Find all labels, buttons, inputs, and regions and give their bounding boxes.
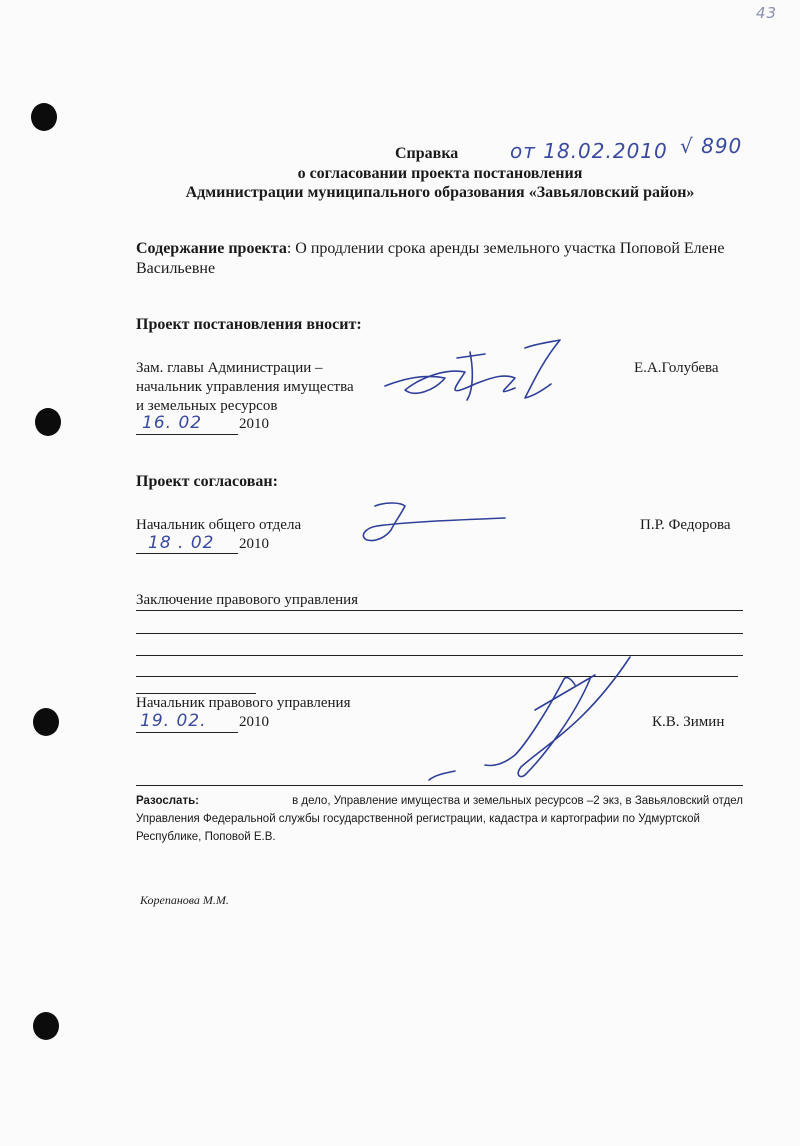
content-label: Содержание проекта — [136, 240, 287, 257]
punch-hole — [31, 103, 57, 131]
legal-date-handwritten: 19. 02. — [140, 711, 207, 731]
approval-date-underline — [136, 553, 238, 554]
approval-heading: Проект согласован: — [136, 473, 278, 490]
distribution-text: Республике, Поповой Е.В. — [136, 831, 276, 843]
legal-conclusion-line — [136, 633, 743, 634]
handwritten-number: √ 890 — [680, 134, 743, 158]
legal-position: Начальник правового управления — [136, 695, 351, 711]
project-content — [136, 240, 746, 258]
distribution-label: Разослать: — [136, 795, 199, 807]
submitter-date-underline — [136, 434, 238, 435]
document-title: Справка — [395, 145, 459, 162]
submitter-date-handwritten: 16. 02 — [142, 413, 203, 433]
document-subtitle-organization: Администрации муниципального образования «Завьяловский район» — [185, 184, 695, 201]
legal-date-underline — [136, 732, 238, 733]
submitter-position: и земельных ресурсов — [136, 398, 278, 414]
content-text-continued: Васильевне — [136, 260, 216, 277]
corner-page-note: 43 — [756, 4, 778, 22]
punch-hole — [35, 408, 61, 436]
approval-signature — [345, 500, 525, 550]
distribution-text: в дело, Управление имущества и земельных ресурсов –2 экз, в Завьяловский отдел — [292, 795, 743, 807]
executor-name: Корепанова М.М. — [140, 893, 229, 907]
legal-short-line — [136, 693, 256, 694]
distribution-line — [136, 792, 743, 810]
punch-hole — [33, 708, 59, 736]
approval-year: 2010 — [239, 536, 269, 552]
submitter-signature — [375, 338, 575, 418]
submitter-position: Зам. главы Администрации – — [136, 360, 323, 376]
legal-signature — [425, 655, 645, 785]
approval-position: Начальник общего отдела — [136, 517, 302, 533]
legal-conclusion-line — [136, 610, 743, 611]
distribution-block — [136, 792, 743, 846]
submitter-name: Е.А.Голубева — [634, 360, 719, 376]
submitter-position: начальник управления имущества — [136, 379, 354, 395]
distribution-text: Управления Федеральной службы государственной регистрации, кадастра и картографии по Удмуртской — [136, 813, 700, 825]
submitter-heading: Проект постановления вносит: — [136, 316, 362, 333]
legal-year: 2010 — [239, 714, 269, 730]
submitter-year: 2010 — [239, 416, 269, 432]
approval-date-handwritten: 18 . 02 — [148, 533, 215, 553]
approval-name: П.Р. Федорова — [640, 517, 731, 533]
legal-conclusion-label: Заключение правового управления — [136, 592, 359, 608]
distribution-top-line — [136, 785, 743, 786]
punch-hole — [33, 1012, 59, 1040]
content-text: : О продлении срока аренды земельного участка Поповой Елене — [286, 240, 725, 257]
legal-name: К.В. Зимин — [652, 714, 725, 730]
document-subtitle: о согласовании проекта постановления — [297, 165, 583, 182]
handwritten-date: от 18.02.2010 — [510, 139, 668, 163]
